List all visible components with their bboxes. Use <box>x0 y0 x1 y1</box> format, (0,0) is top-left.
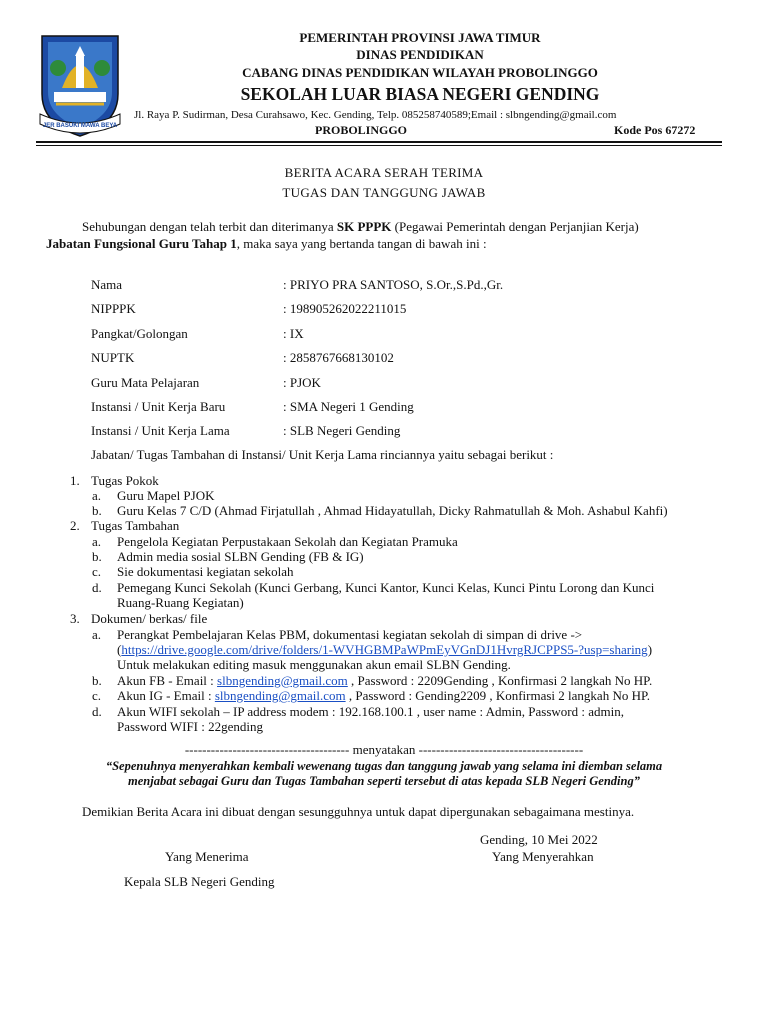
field-label-nuptk: NUPTK <box>91 350 135 365</box>
intro-line-1: Sehubungan dengan telah terbit dan diterimanya SK PPPK (Pegawai Pemerintah dengan Perjanjian Kerja) <box>82 219 639 234</box>
section-1-title: Tugas Pokok <box>91 473 159 488</box>
statement-line-1: “Sepenuhnya menyerahkan kembali wewenang tugas dan tanggung jawab yang selama ini diemban selama <box>105 759 663 773</box>
menyatakan-divider: -------------------------------------- menyatakan -------------------------------------- <box>184 742 584 757</box>
section-3-b-letter: b. <box>92 673 102 688</box>
drive-link[interactable]: https://drive.google.com/drive/folders/1-WVHGBMPaWPmEyVGnDJ1HvrgRJCPPS5-?usp=sharing <box>121 642 648 657</box>
giver-label: Yang Menyerahkan <box>492 849 594 864</box>
letterhead-department: DINAS PENDIDIKAN <box>356 47 484 62</box>
letterhead-government: PEMERINTAH PROVINSI JAWA TIMUR <box>299 30 541 45</box>
fb-email-link[interactable]: slbngending@gmail.com <box>217 673 348 688</box>
section-3-a-drive-link: (https://drive.google.com/drive/folders/1-WVHGBMPaWPmEyVGnDJ1HvrgRJCPPS5-?usp=sharing) <box>117 642 653 657</box>
section-2-d-text: Pemegang Kunci Sekolah (Kunci Gerbang, Kunci Kantor, Kunci Kelas, Kunci Pintu Lorong dan Kunci <box>117 580 655 595</box>
section-2-a-letter: a. <box>92 534 102 549</box>
section-3-number: 3. <box>70 611 80 626</box>
field-label-unit-baru: Instansi / Unit Kerja Baru <box>91 399 226 414</box>
section-1-a-text: Guru Mapel PJOK <box>117 488 215 503</box>
field-label-mapel: Guru Mata Pelajaran <box>91 375 200 390</box>
intro-line-2: Jabatan Fungsional Guru Tahap 1, maka saya yang bertanda tangan di bawah ini : <box>46 236 487 251</box>
field-value-unit-lama: : SLB Negeri Gending <box>283 423 401 438</box>
section-3-d-letter: d. <box>92 704 102 719</box>
section-2-d-text-cont: Ruang-Ruang Kegiatan) <box>117 595 244 610</box>
letterhead-city: PROBOLINGGO <box>315 123 408 137</box>
field-label-unit-lama: Instansi / Unit Kerja Lama <box>91 423 230 438</box>
section-3-b-text: Akun FB - Email : slbngending@gmail.com , Password : 2209Gending , Konfirmasi 2 langkah No HP. <box>117 673 653 688</box>
ig-email-link[interactable]: slbngending@gmail.com <box>214 688 346 703</box>
section-2-number: 2. <box>70 518 80 533</box>
receiver-label: Yang Menerima <box>165 849 249 864</box>
field-value-nama: : PRIYO PRA SANTOSO, S.Or.,S.Pd.,Gr. <box>283 277 504 292</box>
letterhead-address: Jl. Raya P. Sudirman, Desa Curahsawo, Kec. Gending, Telp. 085258740589;Email : slbngending@gmail.com <box>134 109 617 121</box>
section-3-c-text: Akun IG - Email : slbngending@gmail.com , Password : Gending2209 , Konfirmasi 2 langkah No HP. <box>117 688 651 703</box>
field-value-nuptk: : 2858767668130102 <box>283 350 394 365</box>
field-value-mapel: : PJOK <box>283 375 321 390</box>
section-3-c-letter: c. <box>92 688 102 703</box>
letterhead-rule-thick <box>36 141 722 143</box>
section-1-b-text: Guru Kelas 7 C/D (Ahmad Firjatullah , Ahmad Hidayatullah, Dicky Rahmatullah & Moh. Ashabul Kahfi) <box>117 503 668 518</box>
section-1-number: 1. <box>70 473 80 488</box>
section-1-b-letter: b. <box>92 503 102 518</box>
section-3-a-note: Untuk melakukan editing masuk menggunakan akun email SLBN Gending. <box>117 657 511 672</box>
place-date: Gending, 10 Mei 2022 <box>480 832 598 847</box>
field-value-unit-baru: : SMA Negeri 1 Gending <box>283 399 414 414</box>
field-value-pangkat: : IX <box>283 326 304 341</box>
section-2-d-letter: d. <box>92 580 102 595</box>
section-1-a-letter: a. <box>92 488 102 503</box>
jabatan-intro: Jabatan/ Tugas Tambahan di Instansi/ Unit Kerja Lama rinciannya yaitu sebagai berikut : <box>91 447 554 462</box>
letterhead-branch: CABANG DINAS PENDIDIKAN WILAYAH PROBOLINGGO <box>242 65 598 80</box>
document-subtitle: TUGAS DAN TANGGUNG JAWAB <box>282 185 486 200</box>
section-2-c-letter: c. <box>92 564 102 579</box>
field-label-nama: Nama <box>91 277 123 292</box>
statement-line-2: menjabat sebagai Guru dan Tugas Tambahan seperti tersebut di atas kepada SLB Negeri Gending” <box>128 774 640 788</box>
document-title: BERITA ACARA SERAH TERIMA <box>284 165 484 180</box>
section-2-b-letter: b. <box>92 549 102 564</box>
section-3-d-text: Akun WIFI sekolah – IP address modem : 192.168.100.1 , user name : Admin, Password : admin, <box>117 704 624 719</box>
section-2-c-text: Sie dokumentasi kegiatan sekolah <box>117 564 294 579</box>
letterhead-rule-thin <box>36 145 722 146</box>
letterhead-school-name: SEKOLAH LUAR BIASA NEGERI GENDING <box>240 84 600 104</box>
section-3-title: Dokumen/ berkas/ file <box>91 611 208 626</box>
section-3-a-letter: a. <box>92 627 102 642</box>
letterhead-postal-code: Kode Pos 67272 <box>614 123 696 137</box>
receiver-title: Kepala SLB Negeri Gending <box>124 874 275 889</box>
logo-motto: JER BASUKI MAWA BEYA <box>42 123 118 129</box>
field-label-pangkat: Pangkat/Golongan <box>91 326 188 341</box>
closing-text: Demikian Berita Acara ini dibuat dengan sesungguhnya untuk dapat dipergunakan sebagaimana mestinya. <box>82 804 635 819</box>
east-java-emblem-logo <box>36 32 124 140</box>
section-2-a-text: Pengelola Kegiatan Perpustakaan Sekolah dan Kegiatan Pramuka <box>117 534 458 549</box>
section-2-title: Tugas Tambahan <box>91 518 180 533</box>
field-value-nipppk: : 198905262022211015 <box>283 301 407 316</box>
field-label-nipppk: NIPPPK <box>91 301 136 316</box>
section-3-a-text: Perangkat Pembelajaran Kelas PBM, dokumentasi kegiatan sekolah di simpan di drive -> <box>117 627 583 642</box>
section-3-d-text-cont: Password WIFI : 22gending <box>117 719 264 734</box>
section-2-b-text: Admin media sosial SLBN Gending (FB & IG) <box>117 549 364 564</box>
